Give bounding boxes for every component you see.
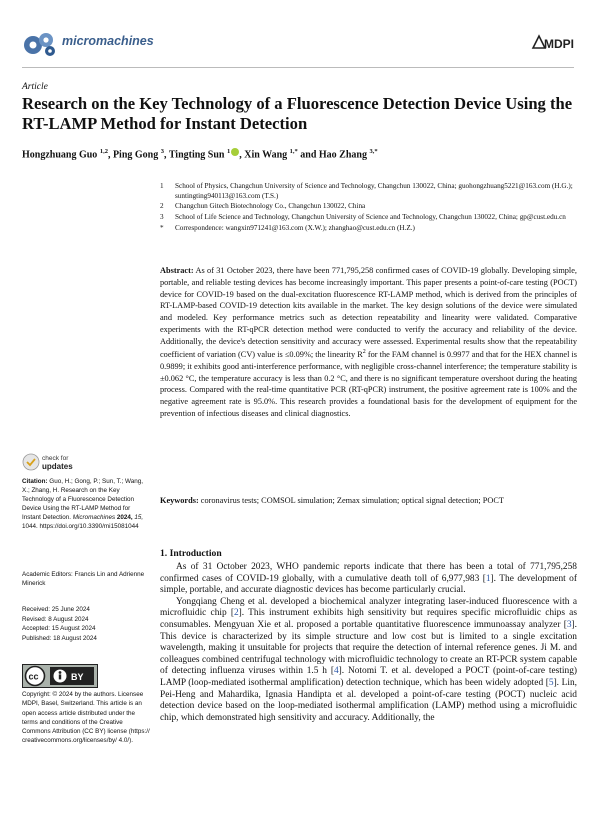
author-name: Ping Gong — [112, 149, 159, 161]
author-name: Hongzhuang Guo — [22, 149, 98, 161]
journal-logo-icon — [22, 30, 58, 58]
author-affiliation-sup: 3 — [160, 148, 164, 155]
intro-text: As of 31 October 2023, WHO pandemic reports indicate that there has been a total of 771,795,258 confirmed cases of COVID-19 globally, with a cumulative death toll of 6,977,983 [ — [160, 562, 577, 584]
article-type: Article — [22, 82, 48, 92]
abstract-superscript: 2 — [362, 349, 366, 356]
cc-badge-text: cc — [28, 671, 39, 682]
reference-link[interactable]: 3 — [566, 619, 572, 630]
intro-text: ]. The development of simple, portable, and accurate diagnostic devices has become particularly crucial. — [160, 573, 577, 596]
affiliation-number: * — [160, 223, 164, 232]
author-affiliation-sup: 1,2 — [99, 148, 108, 155]
author-name: Tingting Sun — [168, 149, 225, 161]
affiliation-item — [160, 182, 580, 201]
affiliation-text: Correspondence: wangxin971241@163.com (X.W.); zhanghao@cust.edu.cn (H.Z.) — [175, 223, 415, 232]
author-affiliation-sup: 1,* — [289, 148, 298, 155]
journal-name[interactable]: micromachines — [62, 34, 154, 48]
intro-paragraph — [160, 562, 577, 597]
affiliation-text: School of Life Science and Technology, Changchun University of Science and Technology, Changchun 130022, China; gp@cust.edu.cn — [175, 213, 566, 222]
citation-volume: 15, — [134, 514, 144, 521]
academic-editors: Academic Editors: Francis Lin and Adrienne Minerick — [22, 571, 145, 587]
citation-journal: Micromachines — [72, 514, 116, 521]
article-title: Research on the Key Technology of a Fluorescence Detection Device Using the RT-LAMP Method for Instant Detection — [22, 94, 573, 133]
accepted-date: Accepted: 15 August 2024 — [22, 625, 96, 633]
author-affiliation-sup: 3,* — [369, 148, 378, 155]
reference-link[interactable]: 4 — [333, 666, 339, 677]
intro-text: ]. Notomi T. et al. developed a POCT (point-of-care testing) LAMP (loop-mediated isothermal amplification) detection technique, which has been widely adopted [ — [160, 666, 578, 688]
abstract-text: As of 31 October 2023, there have been 771,795,258 confirmed cases of COVID-19 globally. Developing simple, portable, and reliable testing devices has become increasingly important. This paper presents a point-of-care testing (POCT) device for COVID-19 based on the dual-excitation fluorescence RT-LAMP method, which is derived from the principles of RT-LAMP-based COVID-19 detection kits available in the market. The key design solutions of the device were simulated and modeled. Key performance metrics such as detection repeatability and linearity were validated. Comparative experiments with the RT-qPCR detection method were conducted to verify the accuracy and reliability of the device. Additionally, the device's detection sensitivity and accuracy were assessed. Experimental results show that the repeatability coefficient of variation (CV) value is ≤0.09%; the linearity R — [160, 266, 577, 360]
affiliation-item — [160, 213, 580, 223]
mdpi-logo-text: MDPI — [544, 37, 574, 51]
author-name: Hao Zhang — [318, 149, 367, 161]
abstract — [160, 265, 577, 420]
author-affiliation-sup: 1 — [227, 148, 231, 155]
author-name: Xin Wang — [244, 149, 288, 161]
author-list: Hongzhuang Guo $^{1,2}$, Ping Gong $^3$, Tingting Sun $^1$ , Xin Wang $^{1,*}$ and Hao Zhang $^{3,*}$ — [22, 148, 378, 161]
intro-text: Yongqiang Cheng et al. developed a biochemical analyzer integrating laser-induced fluorescence with a microfluidic chip [ — [160, 596, 577, 619]
affiliation-text: School of Physics, Changchun University of Science and Technology, Changchun 130022, China; guohongzhuang5221@163.com (H.G.); suntingting940113@163.com (T.S.) — [175, 182, 573, 200]
abstract-label: Abstract: — [160, 266, 194, 275]
citation-doi-link[interactable]: 1044. https://doi.org/10.3390/mi15081044 — [22, 523, 139, 530]
citation-block — [22, 477, 150, 531]
section-heading-introduction: 1. Introduction — [160, 548, 222, 559]
publication-dates — [22, 605, 150, 643]
revised-date: Revised: 8 August 2024 — [22, 615, 89, 623]
header-divider — [22, 67, 574, 68]
affiliation-item — [160, 202, 580, 212]
cc-by-license-badge[interactable] — [22, 664, 98, 688]
intro-text: ]. Lin, Pei-Heng and Mahardika, Ignasia Handipta et al. developed a point-of-care testing (POCT) nucleic acid detection device based on the loop-mediated isothermal amplification (LAMP) method using a microfluidic chip, which demonstrated high sensitivity and accuracy. Additionally, the — [160, 677, 577, 723]
citation-year: 2024, — [116, 514, 133, 521]
keywords — [160, 495, 577, 506]
affiliation-item — [160, 224, 580, 234]
intro-text: ]. This instrument exhibits high sensitivity but requires specific microfluidic chips as consumables. Mengyuan Xie et al. proposed a portable quantitative fluorescence immunoassay analyzer [ — [160, 608, 577, 630]
check-updates-label: check for — [42, 455, 69, 462]
keywords-text: coronavirus tests; COMSOL simulation; Zemax simulation; optical signal detection; POCT — [200, 496, 504, 505]
intro-paragraph — [160, 597, 577, 725]
cc-by-text: BY — [71, 672, 84, 682]
intro-text: ]. This device is characterized by its simple structure and low cost but is limited to a single excitation wavelength, making it unsuitable for projects that require the detection of internal reference genes. Ji M. and colleagues combined centrifugal technology with microfluidic technology to create an RT-PCR system capable of detecting influenza viruses within 1.5 h [ — [160, 619, 577, 677]
reference-link[interactable]: 5 — [548, 677, 554, 688]
check-updates-label-bold: updates — [42, 462, 73, 471]
reference-link[interactable]: 1 — [485, 573, 491, 584]
published-date: Published: 18 August 2024 — [22, 634, 97, 642]
affiliation-text: Changchun Gitech Biotechnology Co., Changchun 130022, China — [175, 202, 366, 211]
reference-link[interactable]: 2 — [233, 608, 239, 619]
citation-label: Citation: — [22, 478, 48, 485]
mdpi-logo[interactable] — [530, 34, 576, 52]
affiliation-number: 2 — [160, 202, 164, 211]
abstract-text-continued: for the FAM channel is 0.9977 and that for the HEX channel is 0.9899; it exhibits good anti-interference performance, with negligible cross-channel interference; the temperature stability is ±0.062 °C, the temperature accuracy is less than 0.2 °C, and there is no significant temperature overshoot during the heating process. Compared with the real-time quantitative PCR (RT-qPCR) instrument, the positive agreement rate is 100% and the negative agreement rate is 95.0%. This research provides a foundational basis for the development of equipment for the prevention of infectious diseases and clinical diagnostics. — [160, 350, 578, 418]
introduction-body — [160, 562, 577, 724]
citation-text: Guo, H.; Gong, P.; Sun, T.; Wang, X.; Zhang, H. Research on the Key Technology of a Fluorescence Detection Device Using the RT-LAMP Method for Instant Detection. — [22, 478, 143, 521]
keywords-label: Keywords: — [160, 496, 199, 505]
affiliation-number: 3 — [160, 213, 164, 222]
orcid-icon[interactable] — [231, 148, 239, 156]
affiliation-number: 1 — [160, 182, 164, 190]
check-for-updates-button[interactable] — [22, 452, 82, 472]
affiliations — [160, 182, 580, 235]
received-date: Received: 25 June 2024 — [22, 606, 90, 613]
copyright-notice: Copyright: © 2024 by the authors. Licensee MDPI, Basel, Switzerland. This article is an open access article distributed under the terms and conditions of the Creative Commons Attribution (CC BY) license (https:// creativecommons.org/licenses/by/ 4.0/). — [22, 691, 150, 745]
